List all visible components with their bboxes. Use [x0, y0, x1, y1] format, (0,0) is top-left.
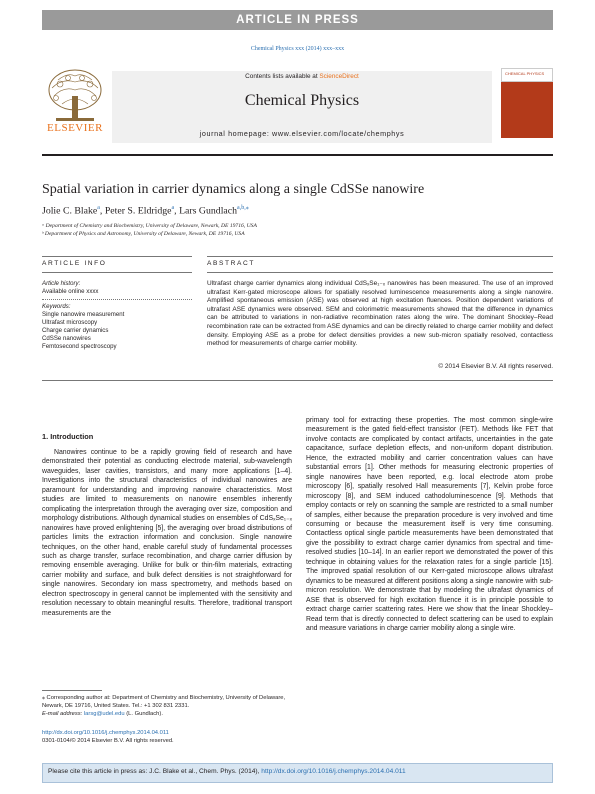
author-name[interactable]: Jolie C. Blake: [42, 205, 98, 217]
email-link[interactable]: larsg@udel.edu: [83, 710, 125, 717]
corresponding-author-text: ⁎ Corresponding author at: Department of Chemistry and Biochemistry, University of Delaware, Newark, DE 19716, United States. Tel.: +1 302 831 2331.: [42, 695, 286, 709]
history-divider: [42, 299, 192, 300]
homepage-link[interactable]: www.elsevier.com/locate/chemphys: [272, 129, 405, 138]
author-affiliation-mark[interactable]: a: [97, 205, 100, 211]
issn-copyright: 0301-0104/© 2014 Elsevier B.V. All rights reserved.: [42, 738, 174, 744]
keyword-item: Femtosecond spectroscopy: [42, 342, 117, 350]
abstract-rule-lower: [207, 272, 553, 273]
section-heading: 1. Introduction: [42, 432, 94, 441]
affiliation-a: ᵃ Department of Chemistry and Biochemistry, University of Delaware, Newark, DE 19716, USA: [42, 223, 257, 229]
affiliation-b: ᵇ Department of Physics and Astronomy, University of Delaware, Newark, DE 19716, USA: [42, 231, 245, 238]
homepage-prefix: journal homepage:: [199, 129, 273, 138]
masthead-rule: [42, 154, 553, 156]
doi-link[interactable]: http://dx.doi.org/10.1016/j.chemphys.2014.04.011: [42, 730, 169, 736]
history-label: Article history:: [42, 280, 81, 287]
author-name[interactable]: Peter S. Eldridge: [104, 205, 172, 217]
author-separator: ,: [174, 205, 180, 217]
abstract-heading: ABSTRACT: [207, 260, 255, 267]
publisher-name: ELSEVIER: [47, 122, 103, 134]
keywords: [42, 303, 192, 350]
citation-prefix: Please cite this article in press as: J.C. Blake et al., Chem. Phys. (2014),: [48, 768, 262, 775]
body-column-right: primary tool for extracting these properties. The most common single-wire measurement is the gated field-effect transistor (FET). Methods like FET that involve contacts are complicated by contact artifacts, uncertainties in the gate capacitance, surface depletion effects, and non-uniform dopant distribution. Hence, the extracted mobility and carrier concentration values can have substantial errors [1]. Other methods for measuring electronic properties of single nanowires have been reported, e.g. local electrode atom probe microscopy [6], spatially resolved Hall measurements [7], Kelvin probe force microscopy [8], and SEM induced cathodoluminescence [9]. Methods that employ contacts or rely on scanning the sample are restricted to a small number of samples, either because the preparation procedure is very involved and time consuming or because the measurement itself is very time consuming. Contactless optical single particle measurements have been demonstrated that give the possibility to extract charge carrier dynamics from spectral and time-resolved studies [10–14]. In an earlier report we demonstrated the power of this technique in obtaining values for the relaxation rates for a single particle [15]. The improved spatial resolution of our Kerr-gated microscope allows ultrafast dynamics to be measured at different positions along a single nanowire with sub-micron resolution. We demonstrate that by modeling the ultrafast dynamics of ASE that is observed for high excitation fluence it is in principle possible to extract charge carrier scattering rates. Here we show that the linear Shockley–Read term that is directly connected to defect scattering can be used to explain and measure variations in charge carrier mobility along a single wire.: [306, 417, 553, 632]
keyword-item: CdSSe nanowires: [42, 334, 91, 342]
journal-citation-header[interactable]: Chemical Physics xxx (2014) xxx–xxx: [250, 46, 345, 52]
front-matter-rule: [42, 380, 553, 381]
author-affiliation-mark[interactable]: a: [171, 205, 175, 211]
keyword-item: Charge carrier dynamics: [42, 326, 109, 334]
journal-homepage: [112, 129, 492, 138]
article-history: [42, 280, 192, 296]
footnote-rule: [42, 690, 102, 691]
email-label: E-mail address:: [42, 710, 84, 717]
keyword-item: Single nanowire measurement: [42, 310, 125, 318]
email-line: [42, 711, 292, 719]
citation-doi-link[interactable]: http://dx.doi.org/10.1016/j.chemphys.2014.04.011: [261, 768, 406, 775]
author-name[interactable]: Lars Gundlach: [179, 205, 238, 217]
citation-text: [48, 768, 406, 775]
keywords-label: Keywords:: [42, 303, 71, 310]
abstract-text: Ultrafast charge carrier dynamics along individual CdSₓSe₁₋ₓ nanowires has been measured. The use of an improved ultrafast Kerr-gated microscope allows for spatially resolved luminescence measurements along a single nanowire. Amplified spontaneous emission (ASE) was observed at high excitation fluences. Position dependent variations of ultrafast ASE dynamics were observed. SEM and colorimetric measurements showed that the difference in dynamics can be attributed to variations in non-radiative recombination rates along the wire. The dominant Shockley–Read recombination rate can be extracted from ASE dynamics and can be directly related to charge carrier mobility and defect density. Employing ASE as a probe for defect densities provides a new sub-micron spatially resolved, contactless method for measurements of charge carrier mobility.: [207, 280, 553, 348]
journal-name: Chemical Physics: [244, 92, 360, 109]
affiliations: [42, 222, 553, 238]
keyword-item: Ultrafast microscopy: [42, 318, 98, 326]
contents-line: [112, 73, 492, 80]
abstract-rule: [207, 256, 553, 257]
author-separator: ,: [99, 205, 105, 217]
article-title: Spatial variation in carrier dynamics along a single CdSSe nanowire: [42, 182, 425, 197]
contents-prefix: Contents lists available at: [245, 73, 320, 80]
email-suffix: (L. Gundlach).: [124, 710, 163, 717]
author-affiliation-mark[interactable]: a,b,⁎: [237, 205, 249, 211]
author-list: [42, 204, 553, 216]
history-value: Available online xxxx: [42, 287, 99, 295]
body-column-left: Nanowires continue to be a rapidly growing field of research and have demonstrated their potential as conducting electrode material, sub-wavelength waveguides, laser cavities, transistors, and many more applications [1–4]. Investigations into the structural characteristics of individual nanowires are paramount for understanding and improving nanowire characteristics. Most studies are limited to measurements on nanowire ensembles inherently complicating the interpretation through the averaging over size, composition and morphology distributions. Although dynamical studies on ensembles of CdSₓSe₁₋ₓ nanowires have proved enlightening [5], the averaging over broad distributions of particles limits the extraction information and conclusion. Single nanowire techniques, on the other hand, enable careful study of fundamental processes such as charge transfer, surface recombination, and charge carrier diffusion by removing ensemble averaging. Unlike for bulk or thin-film materials, extracting carrier mobility and surface, and bulk defect densities is not straightforward for single nanowires. Secondary ion mass spectrometry, and methods based on electron spectroscopy in general cannot be implemented with the sensitivity and resolution necessary to obtain meaningful results. Therefore, traditional transport measurements are the: [42, 449, 292, 617]
corresponding-author-footnote: [42, 695, 292, 718]
article-info-rule-lower: [42, 272, 192, 273]
article-in-press-banner: ARTICLE IN PRESS: [42, 10, 553, 30]
journal-cover-title: CHEMICAL PHYSICS: [505, 71, 545, 76]
sciencedirect-link[interactable]: ScienceDirect: [319, 73, 359, 80]
article-info-heading: ARTICLE INFO: [42, 260, 107, 267]
abstract-copyright: © 2014 Elsevier B.V. All rights reserved.: [438, 363, 553, 370]
article-info-rule: [42, 256, 192, 257]
